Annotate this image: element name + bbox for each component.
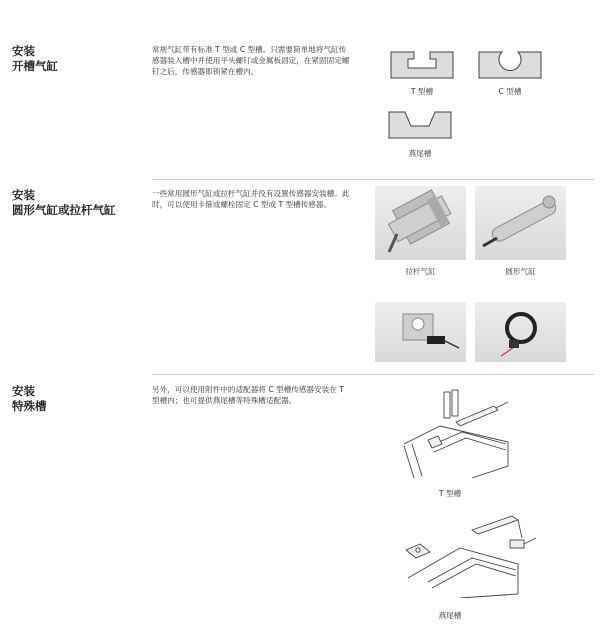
tie-rod-caption: 拉杆气缸 <box>405 267 436 276</box>
section-1-title <box>12 44 58 74</box>
section-3-title-line2: 特殊槽 <box>12 399 47 413</box>
section-1-description: 常规气缸带有标准 T 型或 C 型槽。只需要简单地将气缸传感器装入槽中并使用平头螺钉或金属板固定，在紧固固定螺钉之后，传感器即锁紧在槽内。 <box>152 45 350 76</box>
round-cylinder-photo <box>475 186 566 260</box>
section-2-title-line1: 安装 <box>12 188 35 202</box>
section-1-title-line1: 安装 <box>12 44 35 58</box>
t-slot-caption: T 型槽 <box>410 87 434 96</box>
t-slot-profile <box>390 50 454 80</box>
round-cylinder-caption: 圆形气缸 <box>505 267 536 276</box>
divider-1 <box>152 179 594 180</box>
c-slot-caption: C 型槽 <box>498 87 522 96</box>
t-slot-adapter-drawing <box>400 386 510 478</box>
c-slot-profile <box>478 50 542 80</box>
section-3-title-line1: 安装 <box>12 384 35 398</box>
section-3-description: 另外，可以使用附件中的适配器将 C 型槽传感器安装在 T 型槽内；也可提供燕尾槽等特殊槽适配器。 <box>152 385 344 405</box>
divider-2 <box>152 374 594 375</box>
section-1-title-line2: 开槽气缸 <box>12 59 58 73</box>
band-mount-photo <box>475 302 566 362</box>
clamp-bracket-photo <box>375 302 466 362</box>
section-2-title-line2: 圆形气缸或拉杆气缸 <box>12 203 116 217</box>
dovetail-adapter-drawing <box>400 508 540 598</box>
section-2-description: 一些常用圆形气缸或拉杆气缸并没有设置传感器安装槽。此时，可以使用卡箍或螺栓固定 C 型或 T 型槽传感器。 <box>152 189 350 209</box>
section-3-title <box>12 384 47 414</box>
section-2-title <box>12 188 116 218</box>
dovetail-slot-caption: 燕尾槽 <box>408 149 432 158</box>
tie-rod-cylinder-photo <box>375 186 466 260</box>
dovetail-adapter-caption: 燕尾槽 <box>438 611 462 620</box>
dovetail-slot-profile <box>388 110 452 140</box>
t-slot-adapter-caption: T 型槽 <box>438 489 462 498</box>
